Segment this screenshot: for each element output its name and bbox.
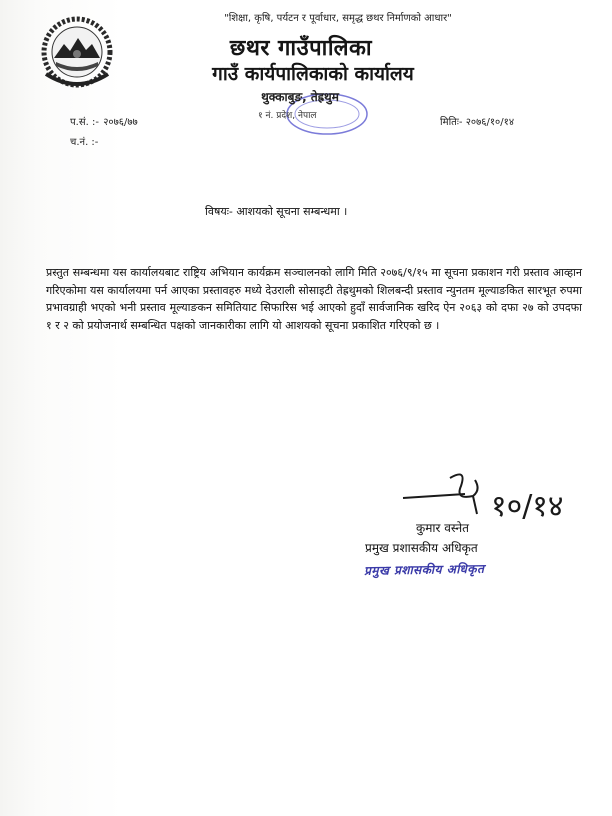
office-subtitle: गाउँ कार्यपालिकाको कार्यालय [212,63,414,85]
signatory-name: कुमार वस्नेत [416,521,469,535]
dispatch-number-row [70,134,100,148]
nepal-emblem-icon [38,14,116,90]
ref-number-row [70,114,138,128]
handwritten-date: १०/१४ [491,489,564,524]
signatory-stamp: प्रमुख प्रशासकीय अधिकृत [363,561,485,578]
office-address: थुक्काबुङ, तेह्रथुम [261,90,339,104]
motto-text: "शिक्षा, कृषि, पर्यटन र पूर्वाधार, समृद्ध छथर निर्माणको आधार" [224,13,452,24]
date-label: मितिः- [440,117,463,128]
signatory-title: प्रमुख प्रशासकीय अधिकृत [365,541,478,555]
date-value: २०७६/१०/१४ [465,117,515,128]
subject-line: विषयः- आशयको सूचना सम्बन्धमा । [205,205,348,218]
office-name: छथर गाउँपालिका [229,36,373,61]
ref-label: प.सं. :- [70,117,99,128]
ref-value: २०७६/७७ [103,117,138,128]
date-row [440,114,514,128]
office-province: १ नं. प्रदेश, नेपाल [258,111,317,121]
body-paragraph: प्रस्तुत सम्बन्धमा यस कार्यालयबाट राष्ट्रिय अभियान कार्यक्रम सञ्चालनको लागि मिति २०७६/९/१५ मा सूचना प्रकाशन गरी प्रस्ताव आव्हान गरिएकोमा यस कार्यालयमा पर्न आएका प्रस्तावहरु मध्ये देउराली सोसाइटी तेह्रथुमको शिलबन्दी प्रस्ताव न्युनतम मूल्याङकित सारभूत रुपमा प्रभावग्राही भएको भनी प्रस्ताव मूल्याङकन समितियाट सिफारिस भई आएको हुदाँ सार्वजानिक खरिद ऐन २०६३ को दफा २७ को उपदफा १ र २ को प्रयोजनार्थ सम्बन्धित पक्षको जानकारीका लागि यो आशयको सूचना प्रकाशित गरिएको छ । [46,266,582,332]
dispatch-label: च.नं. :- [70,137,99,148]
